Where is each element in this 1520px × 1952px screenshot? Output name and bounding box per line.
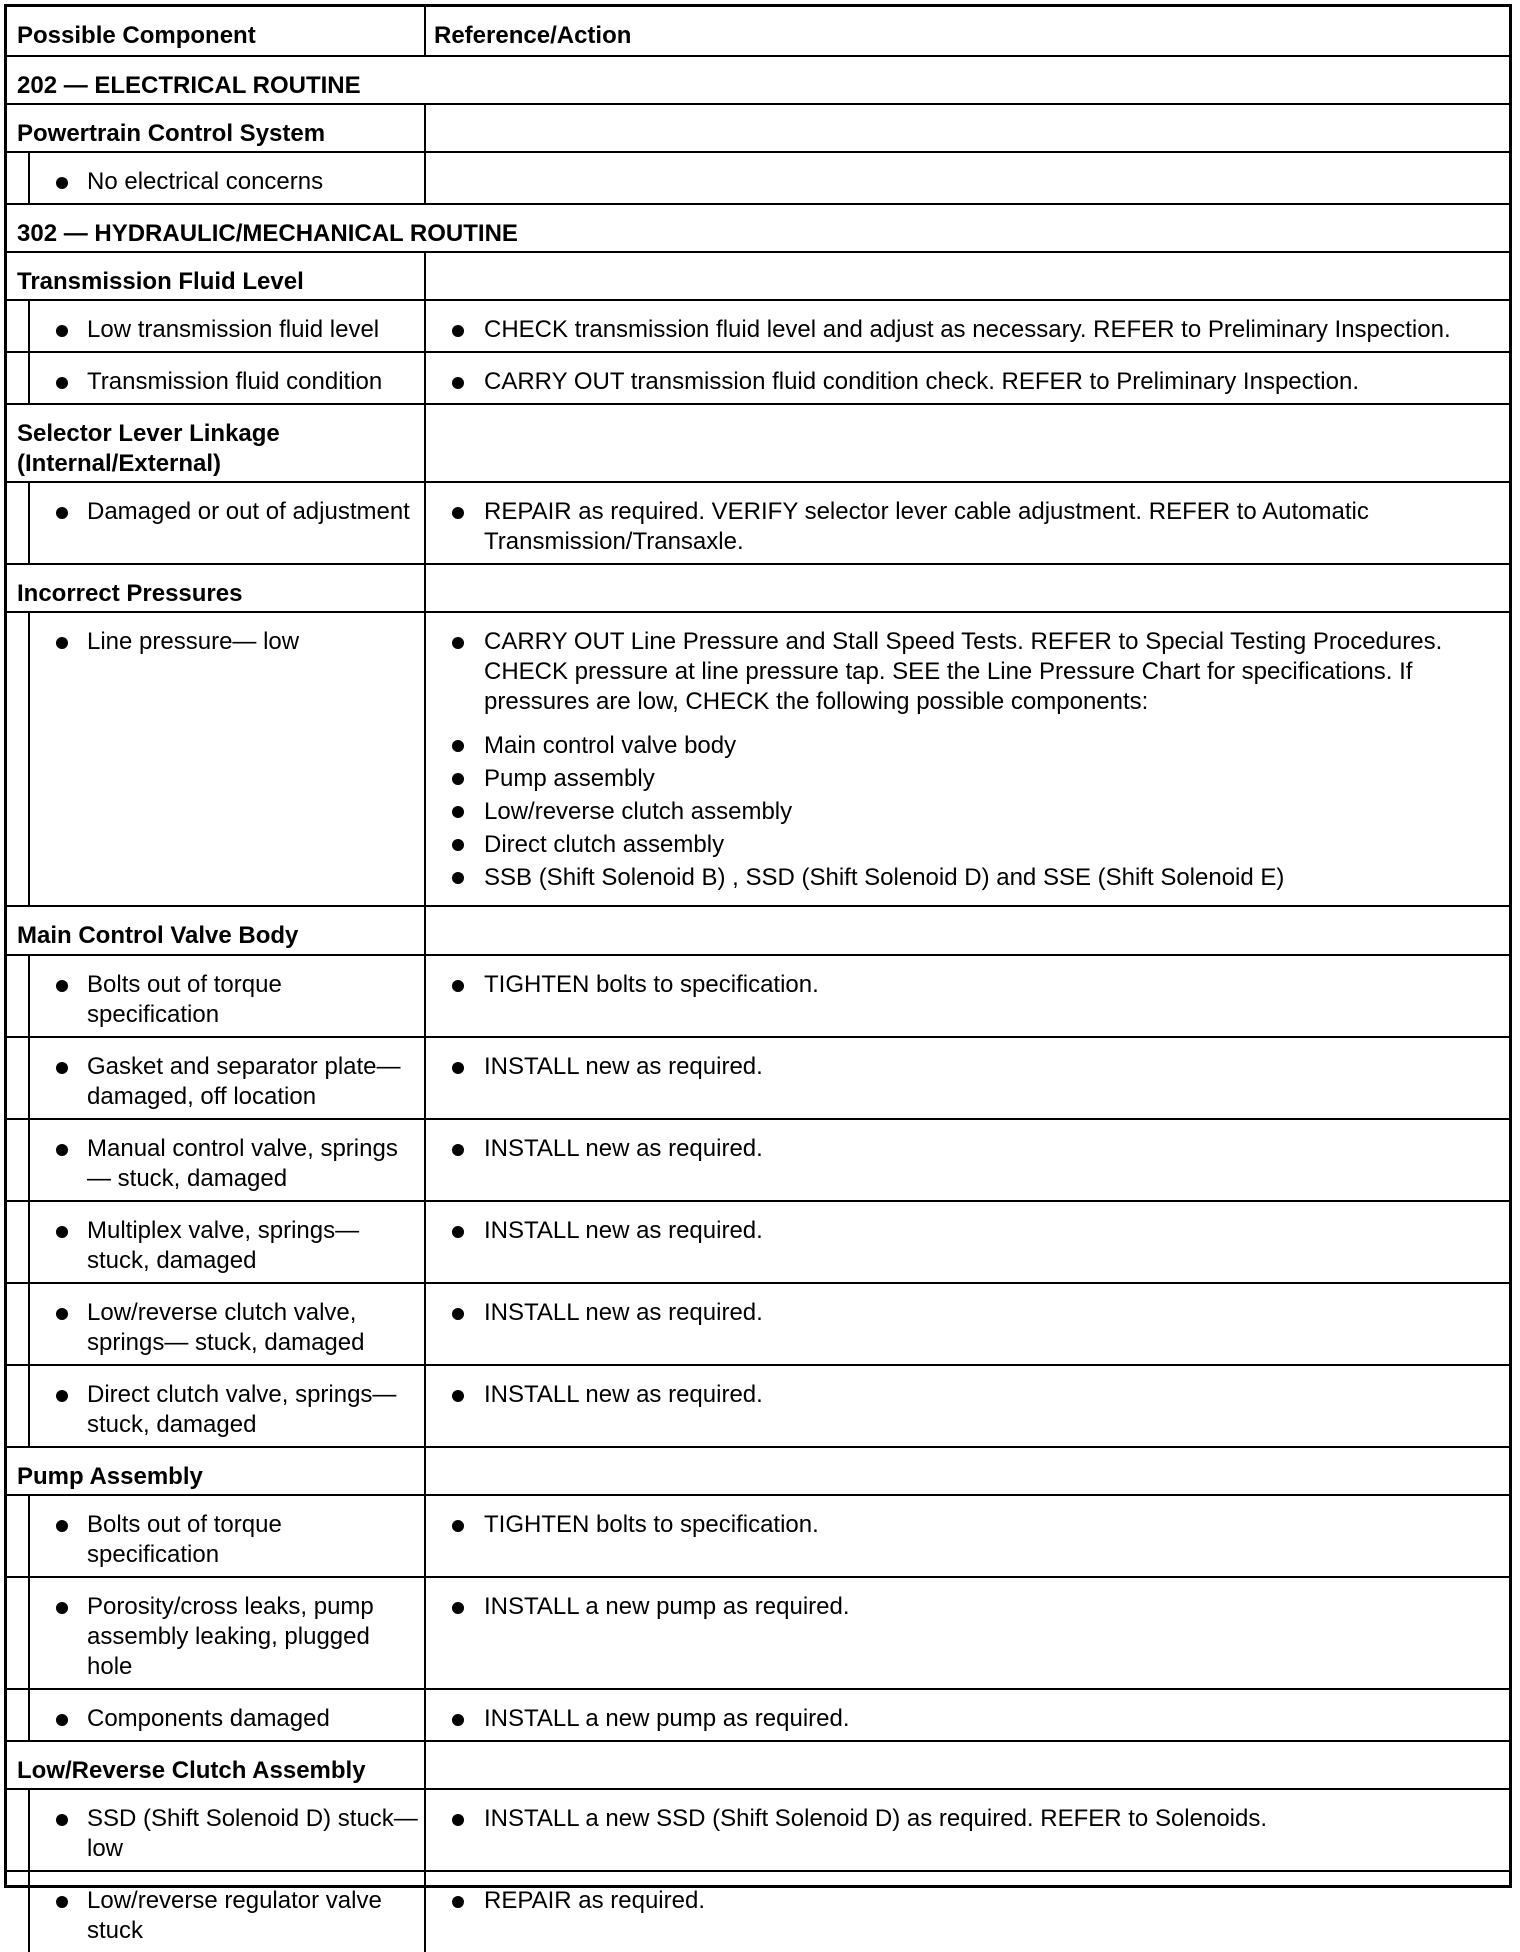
category-row (7, 1447, 1509, 1495)
table-row (7, 1365, 1509, 1447)
indent-gutter (7, 1789, 29, 1871)
component-cell (29, 1201, 425, 1283)
section-hydraulic-mechanical-routine: 302 — HYDRAULIC/MECHANICAL ROUTINE (7, 204, 1509, 252)
action-cell (425, 1577, 1509, 1689)
indent-gutter (7, 1577, 29, 1689)
indent-gutter (7, 1495, 29, 1577)
bullet-icon (452, 1390, 464, 1402)
component-cell (29, 1689, 425, 1741)
bullet-icon (452, 773, 464, 785)
bullet-icon (452, 1602, 464, 1614)
table-row (7, 612, 1509, 906)
table-row (7, 1119, 1509, 1201)
indent-gutter (7, 1689, 29, 1741)
component-text: Direct clutch valve, springs— stuck, damaged (87, 1381, 397, 1438)
bullet-icon (56, 1714, 68, 1726)
component-cell (29, 1119, 425, 1201)
component-text: Low/reverse regulator valve stuck (87, 1887, 382, 1944)
action-text: INSTALL a new pump as required. (484, 1705, 850, 1732)
action-cell (425, 1689, 1509, 1741)
action-cell (425, 1201, 1509, 1283)
action-text: TIGHTEN bolts to specification. (484, 971, 819, 998)
table-row (7, 352, 1509, 404)
header-possible-component: Possible Component (7, 7, 425, 56)
component-cell (29, 1283, 425, 1365)
table-row (7, 1037, 1509, 1119)
category-row (7, 404, 1509, 482)
component-cell (29, 152, 425, 204)
bullet-icon (56, 637, 68, 649)
component-text: No electrical concerns (87, 168, 324, 195)
bullet-icon (452, 1062, 464, 1074)
table-row (7, 1871, 1509, 1952)
table-row (7, 1283, 1509, 1365)
table-row (7, 152, 1509, 204)
list-item-text: Direct clutch assembly (484, 831, 725, 858)
category-line: (Internal/External) (17, 450, 222, 477)
category-row (7, 252, 1509, 300)
action-cell (425, 1283, 1509, 1365)
empty-cell (425, 1447, 1509, 1495)
category-row (7, 104, 1509, 152)
category-row (7, 906, 1509, 955)
component-text: Low transmission fluid level (87, 316, 380, 343)
component-text: Damaged or out of adjustment (87, 498, 410, 525)
action-cell (425, 955, 1509, 1037)
category-selector-lever-linkage (7, 404, 425, 482)
bullet-icon (452, 839, 464, 851)
action-cell (425, 1365, 1509, 1447)
action-text: INSTALL new as required. (484, 1135, 763, 1162)
empty-cell (425, 1741, 1509, 1789)
bullet-icon (452, 325, 464, 337)
list-item (484, 861, 1499, 894)
category-row (7, 564, 1509, 612)
section-electrical-routine: 202 — ELECTRICAL ROUTINE (7, 56, 1509, 104)
list-item-text: Low/reverse clutch assembly (484, 798, 793, 825)
list-item-text: SSB (Shift Solenoid B) , SSD (Shift Solenoid D) and SSE (Shift Solenoid E) (484, 864, 1285, 891)
bullet-icon (56, 1226, 68, 1238)
bullet-icon (56, 177, 68, 189)
component-text: Line pressure— low (87, 628, 300, 655)
possible-components-list (484, 729, 1499, 894)
component-cell (29, 1365, 425, 1447)
table-header-row (7, 7, 1509, 56)
bullet-icon (452, 1308, 464, 1320)
table-row (7, 1201, 1509, 1283)
bullet-icon (56, 377, 68, 389)
bullet-icon (56, 1602, 68, 1614)
component-cell (29, 955, 425, 1037)
category-transmission-fluid-level: Transmission Fluid Level (7, 252, 425, 300)
list-item (484, 729, 1499, 762)
category-incorrect-pressures: Incorrect Pressures (7, 564, 425, 612)
action-text: INSTALL a new pump as required. (484, 1593, 850, 1620)
component-text: Multiplex valve, springs— stuck, damaged (87, 1217, 360, 1274)
bullet-icon (56, 1390, 68, 1402)
empty-cell (425, 104, 1509, 152)
component-cell (29, 1495, 425, 1577)
action-text: INSTALL new as required. (484, 1299, 763, 1326)
list-item (484, 762, 1499, 795)
component-text: Low/reverse clutch valve, springs— stuck, damaged (87, 1299, 365, 1356)
action-cell (425, 1871, 1509, 1952)
category-main-control-valve-body: Main Control Valve Body (7, 906, 425, 955)
component-cell (29, 1577, 425, 1689)
action-cell (425, 482, 1509, 564)
table-row (7, 482, 1509, 564)
component-text: Components damaged (87, 1705, 330, 1732)
indent-gutter (7, 1037, 29, 1119)
empty-cell (425, 252, 1509, 300)
action-text: CARRY OUT Line Pressure and Stall Speed Tests. REFER to Special Testing Procedures. CHECK pressure at line pressure tap. SEE the Line Pressure Chart for specifications. If pressures are low, CHECK the following possible components: (484, 628, 1443, 715)
list-item (484, 828, 1499, 861)
indent-gutter (7, 152, 29, 204)
bullet-icon (56, 325, 68, 337)
bullet-icon (452, 1896, 464, 1908)
bullet-icon (452, 980, 464, 992)
section-row (7, 56, 1509, 104)
action-cell (425, 612, 1509, 906)
table-row (7, 1689, 1509, 1741)
table-row (7, 955, 1509, 1037)
action-text: INSTALL a new SSD (Shift Solenoid D) as required. REFER to Solenoids. (484, 1805, 1268, 1832)
bullet-icon (452, 1144, 464, 1156)
indent-gutter (7, 955, 29, 1037)
bullet-icon (452, 637, 464, 649)
diagnostic-table-page (4, 4, 1512, 1944)
bullet-icon (56, 1144, 68, 1156)
table-row (7, 1577, 1509, 1689)
action-cell (425, 1037, 1509, 1119)
category-line: Selector Lever Linkage (17, 420, 280, 447)
action-text: INSTALL new as required. (484, 1053, 763, 1080)
indent-gutter (7, 1871, 29, 1952)
list-item (484, 795, 1499, 828)
action-text: REPAIR as required. VERIFY selector lever cable adjustment. REFER to Automatic Transmission/Transaxle. (484, 498, 1369, 555)
action-cell (425, 352, 1509, 404)
bullet-icon (452, 377, 464, 389)
category-pump-assembly: Pump Assembly (7, 1447, 425, 1495)
component-cell (29, 352, 425, 404)
indent-gutter (7, 1119, 29, 1201)
table-row (7, 300, 1509, 352)
empty-cell (425, 906, 1509, 955)
bullet-icon (56, 1308, 68, 1320)
diagnostic-table (7, 7, 1509, 1952)
section-row (7, 204, 1509, 252)
component-text: Transmission fluid condition (87, 368, 383, 395)
header-reference-action: Reference/Action (425, 7, 1509, 56)
action-text: INSTALL new as required. (484, 1217, 763, 1244)
bullet-icon (452, 1520, 464, 1532)
category-low-reverse-clutch-assembly: Low/Reverse Clutch Assembly (7, 1741, 425, 1789)
bullet-icon (452, 1226, 464, 1238)
bullet-icon (452, 872, 464, 884)
indent-gutter (7, 1283, 29, 1365)
indent-gutter (7, 1365, 29, 1447)
component-text: Manual control valve, springs— stuck, damaged (87, 1135, 398, 1192)
action-cell (425, 1789, 1509, 1871)
component-cell (29, 1037, 425, 1119)
action-text: CHECK transmission fluid level and adjust as necessary. REFER to Preliminary Inspection. (484, 316, 1451, 343)
bullet-icon (56, 980, 68, 992)
indent-gutter (7, 352, 29, 404)
bullet-icon (452, 740, 464, 752)
component-text: Porosity/cross leaks, pump assembly leaking, plugged hole (87, 1593, 374, 1680)
component-text: SSD (Shift Solenoid D) stuck— low (87, 1805, 418, 1862)
empty-cell (425, 564, 1509, 612)
bullet-icon (452, 1714, 464, 1726)
component-cell (29, 300, 425, 352)
component-text: Bolts out of torque specification (87, 1511, 282, 1568)
table-row (7, 1789, 1509, 1871)
component-cell (29, 612, 425, 906)
component-cell (29, 482, 425, 564)
component-cell (29, 1789, 425, 1871)
empty-cell (425, 152, 1509, 204)
category-row (7, 1741, 1509, 1789)
list-item-text: Main control valve body (484, 732, 737, 759)
bullet-icon (56, 1062, 68, 1074)
action-text: INSTALL new as required. (484, 1381, 763, 1408)
action-text: TIGHTEN bolts to specification. (484, 1511, 819, 1538)
bullet-icon (452, 806, 464, 818)
action-cell (425, 1119, 1509, 1201)
component-text: Gasket and separator plate— damaged, off location (87, 1053, 401, 1110)
list-item-text: Pump assembly (484, 765, 655, 792)
table-row (7, 1495, 1509, 1577)
empty-cell (425, 404, 1509, 482)
component-cell (29, 1871, 425, 1952)
indent-gutter (7, 482, 29, 564)
category-powertrain-control-system: Powertrain Control System (7, 104, 425, 152)
bullet-icon (56, 1896, 68, 1908)
component-text: Bolts out of torque specification (87, 971, 282, 1028)
bullet-icon (56, 1520, 68, 1532)
action-text: CARRY OUT transmission fluid condition check. REFER to Preliminary Inspection. (484, 368, 1360, 395)
bullet-icon (452, 507, 464, 519)
indent-gutter (7, 1201, 29, 1283)
action-cell (425, 1495, 1509, 1577)
bullet-icon (56, 507, 68, 519)
bullet-icon (56, 1814, 68, 1826)
action-text: REPAIR as required. (484, 1887, 705, 1914)
action-cell (425, 300, 1509, 352)
indent-gutter (7, 300, 29, 352)
bullet-icon (452, 1814, 464, 1826)
indent-gutter (7, 612, 29, 906)
